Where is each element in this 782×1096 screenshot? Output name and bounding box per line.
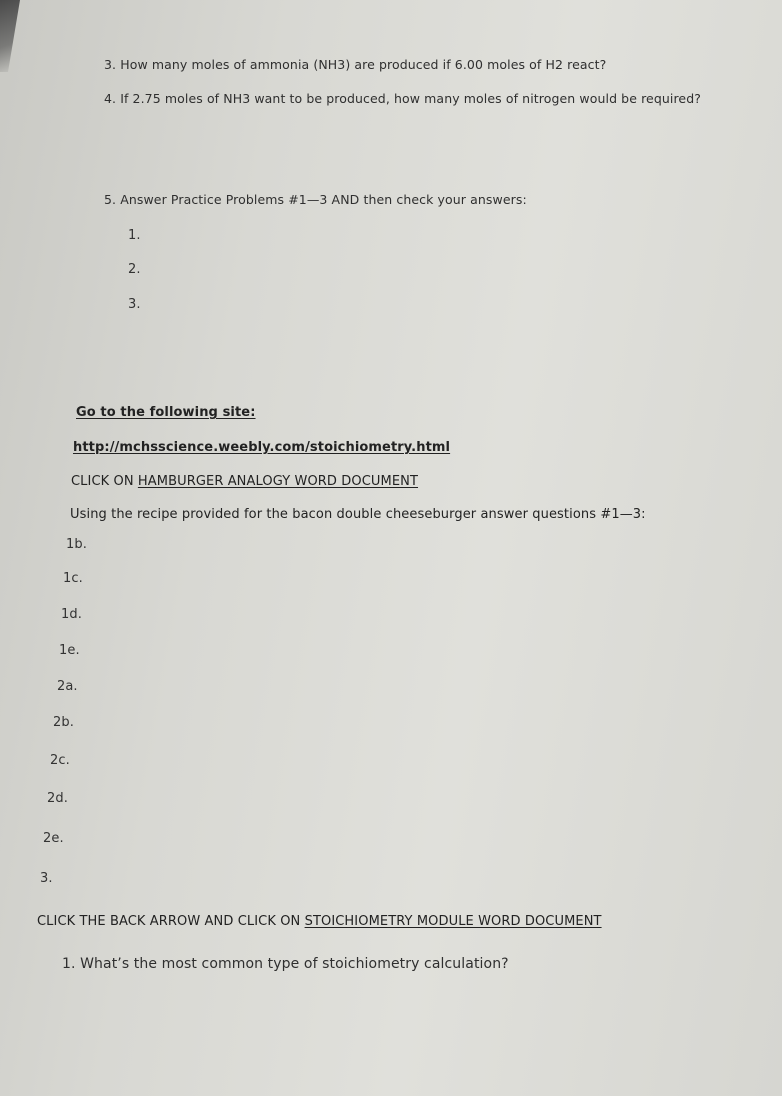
site-heading: Go to the following site: (76, 405, 256, 420)
recipe-instruction: Using the recipe provided for the bacon double cheeseburger answer questions #1—3: (70, 507, 646, 522)
answer-2d: 2d. (47, 791, 68, 806)
practice-answer-2: 2. (128, 262, 141, 277)
module-question-1: 1. What’s the most common type of stoichiometry calculation? (62, 956, 509, 972)
answer-1b: 1b. (66, 537, 87, 552)
answer-1d: 1d. (61, 607, 82, 622)
answer-2b: 2b. (53, 715, 74, 730)
answer-2a: 2a. (57, 679, 78, 694)
answer-1c: 1c. (63, 571, 83, 586)
click-module-instruction (37, 914, 602, 929)
hamburger-document-link[interactable]: HAMBURGER ANALOGY WORD DOCUMENT (137, 474, 419, 489)
answer-2c: 2c. (50, 753, 70, 768)
click-prefix: CLICK ON (71, 474, 138, 489)
answer-2e: 2e. (43, 831, 64, 846)
question-4: 4. If 2.75 moles of NH3 want to be produced, how many moles of nitrogen would be required? (104, 91, 701, 106)
answer-3: 3. (40, 871, 53, 886)
answer-1e: 1e. (59, 643, 80, 658)
practice-answer-3: 3. (128, 297, 141, 312)
click-hamburger-instruction (71, 474, 418, 489)
page-corner-shadow (0, 0, 20, 72)
site-url-link[interactable]: http://mchsscience.weebly.com/stoichiometry.html (73, 440, 451, 455)
stoichiometry-module-link[interactable]: STOICHIOMETRY MODULE WORD DOCUMENT (304, 914, 602, 929)
module-click-prefix: CLICK THE BACK ARROW AND CLICK ON (37, 914, 305, 929)
practice-answer-1: 1. (128, 228, 141, 243)
question-3: 3. How many moles of ammonia (NH3) are produced if 6.00 moles of H2 react? (104, 57, 607, 72)
question-5: 5. Answer Practice Problems #1—3 AND then check your answers: (104, 192, 527, 207)
